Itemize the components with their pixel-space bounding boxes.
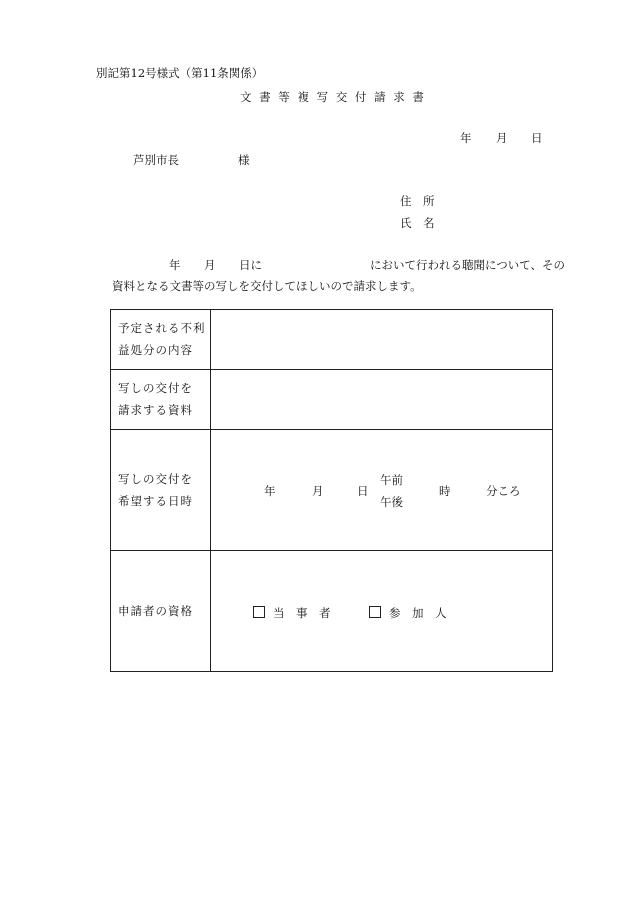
datetime-hour: 時 bbox=[439, 483, 451, 498]
row-datetime-label bbox=[111, 429, 211, 550]
option-party-label: 当 事 者 bbox=[273, 605, 331, 620]
document-title: 文 書 等 複 写 交 付 請 求 書 bbox=[240, 90, 426, 104]
row-disposition-label bbox=[111, 310, 211, 370]
checkbox-participant-icon[interactable] bbox=[369, 606, 381, 618]
row-qualification-field bbox=[211, 550, 553, 671]
date-month: 月 bbox=[496, 131, 508, 145]
row-datetime-label-line2: 希望する日時 bbox=[118, 493, 193, 508]
datetime-day: 日 bbox=[357, 483, 369, 498]
statement-year: 年 bbox=[169, 258, 181, 272]
row-disposition-label-line2: 益処分の内容 bbox=[118, 343, 193, 358]
row-qualification bbox=[111, 550, 553, 671]
option-participant[interactable] bbox=[369, 605, 447, 621]
row-materials-label bbox=[111, 369, 211, 429]
row-materials bbox=[111, 369, 553, 429]
option-party[interactable] bbox=[253, 605, 331, 621]
statement-month: 月 bbox=[204, 258, 216, 272]
row-disposition bbox=[111, 310, 553, 370]
row-disposition-label-line1: 予定される不利 bbox=[118, 321, 206, 336]
request-table bbox=[110, 309, 553, 672]
datetime-month: 月 bbox=[312, 483, 324, 498]
option-participant-label: 参 加 人 bbox=[389, 605, 447, 620]
row-qualification-label bbox=[111, 550, 211, 671]
datetime-pm: 午後 bbox=[380, 494, 403, 509]
row-disposition-field[interactable] bbox=[211, 310, 553, 370]
datetime-am: 午前 bbox=[380, 472, 403, 487]
row-datetime bbox=[111, 429, 553, 550]
statement-line1-rest: において行われる聴聞について、その bbox=[370, 258, 566, 272]
checkbox-party-icon[interactable] bbox=[253, 606, 265, 618]
row-datetime-label-line1: 写しの交付を bbox=[118, 471, 193, 486]
row-materials-label-line1: 写しの交付を bbox=[118, 381, 193, 396]
row-datetime-field[interactable] bbox=[211, 429, 553, 550]
addressee-name: 芦別市長 bbox=[133, 153, 179, 167]
datetime-year: 年 bbox=[264, 483, 276, 498]
row-qualification-label-line1: 申請者の資格 bbox=[118, 603, 193, 618]
date-day: 日 bbox=[531, 131, 543, 145]
name-label: 氏 名 bbox=[400, 216, 435, 230]
row-materials-field[interactable] bbox=[211, 369, 553, 429]
datetime-approx: 分ころ bbox=[486, 483, 521, 498]
form-number: 別記第12号様式（第11条関係） bbox=[96, 66, 264, 80]
addressee-honorific: 様 bbox=[238, 153, 250, 167]
statement-line2: 資料となる文書等の写しを交付してほしいので請求します。 bbox=[112, 279, 422, 293]
address-label: 住 所 bbox=[400, 194, 435, 208]
row-materials-label-line2: 請求する資料 bbox=[118, 403, 193, 418]
statement-day: 日に bbox=[239, 258, 262, 272]
date-year: 年 bbox=[460, 131, 472, 145]
